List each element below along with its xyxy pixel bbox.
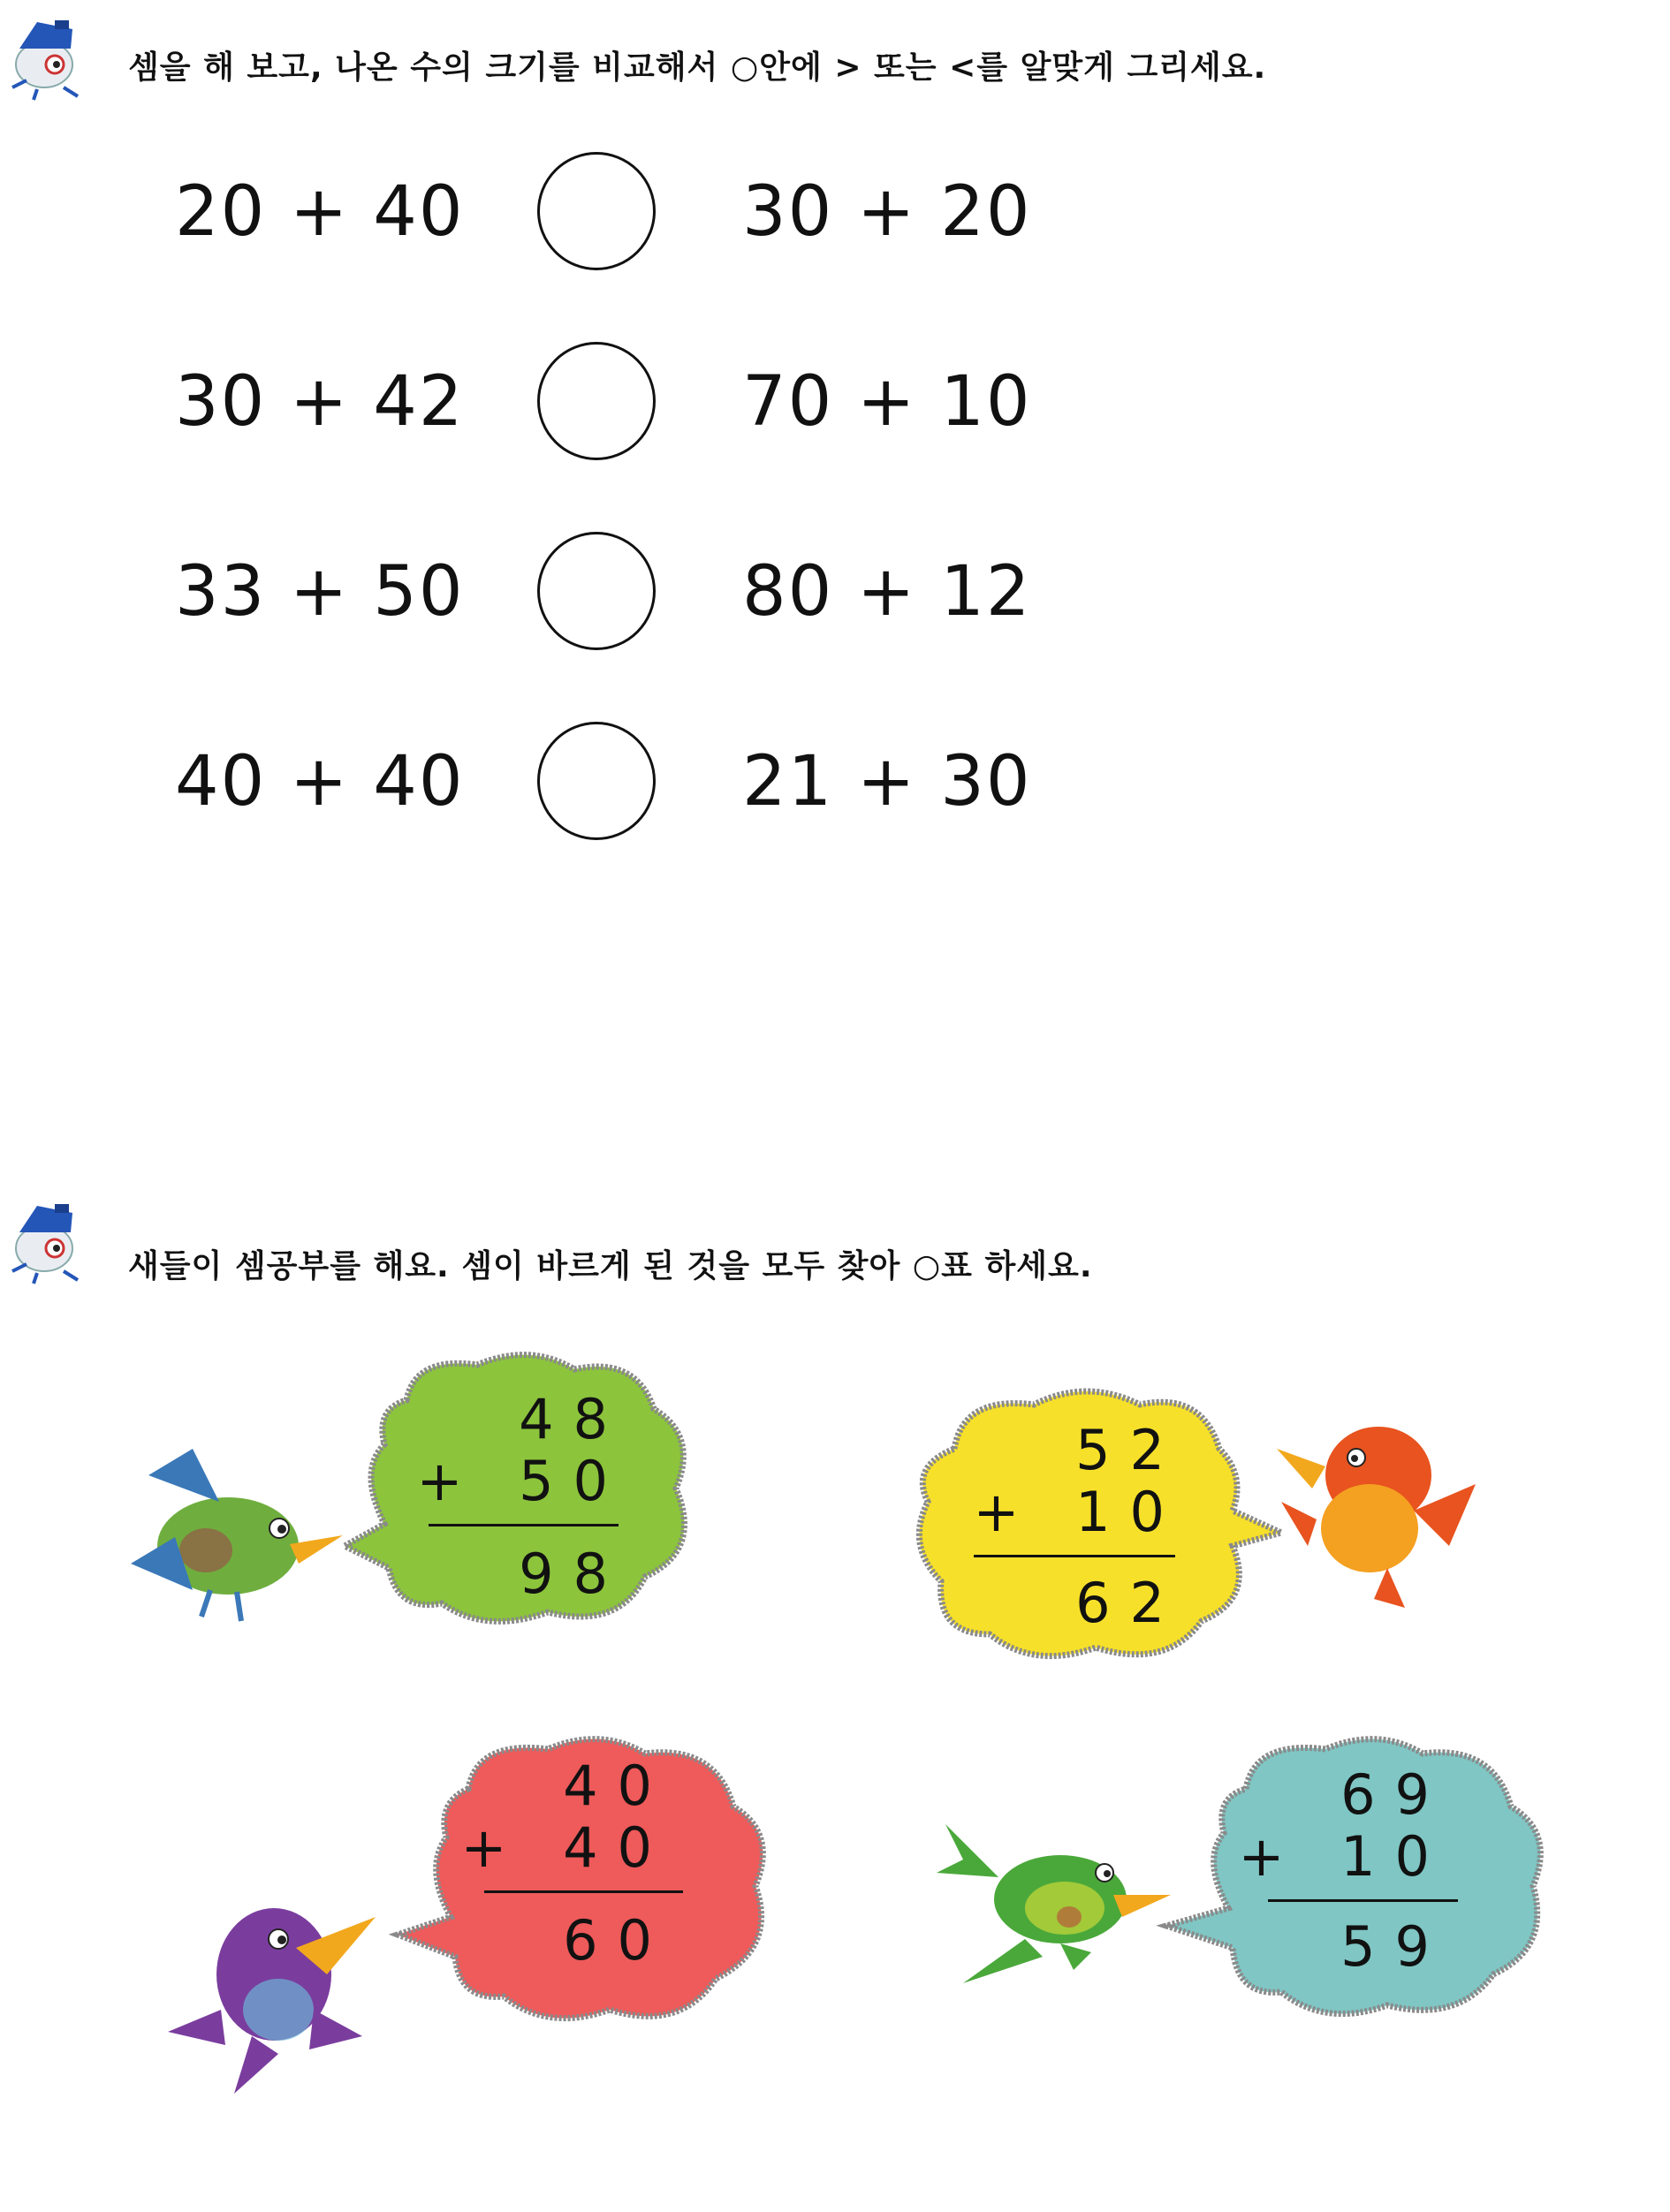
problem-card-4[interactable] <box>1149 1727 1564 2027</box>
expression-left-4: 40 + 40 <box>175 742 465 822</box>
sum-result: 62 <box>1075 1571 1184 1635</box>
answer-circle-1[interactable] <box>537 152 656 270</box>
bird-blue-icon <box>122 1440 352 1638</box>
expression-right-2: 70 + 10 <box>742 362 1032 442</box>
expression-left-3: 33 + 50 <box>175 552 465 632</box>
expression-right-4: 21 + 30 <box>742 742 1032 822</box>
sum-result: 98 <box>519 1542 627 1606</box>
bird-green-icon <box>928 1807 1175 1996</box>
bird-purple-icon <box>163 1877 384 2102</box>
answer-circle-4[interactable] <box>537 722 656 840</box>
sum-line <box>429 1524 619 1526</box>
bird-orange-icon <box>1272 1396 1484 1620</box>
addend-bottom: + 10 <box>973 1480 1184 1544</box>
sum-line <box>484 1890 683 1893</box>
answer-circle-3[interactable] <box>537 532 656 650</box>
expression-left-2: 30 + 42 <box>175 362 465 442</box>
expression-left-1: 20 + 40 <box>175 172 465 252</box>
instruction-2: 새들이 셈공부를 해요. 셈이 바르게 된 것을 모두 찾아 ○표 하세요. <box>128 1248 1093 1284</box>
instruction-1: 셈을 해 보고, 나온 수의 크기를 비교해서 ○안에 > 또는 <를 알맞게 그리세요. <box>128 49 1267 86</box>
mascot-icon <box>2 1197 90 1285</box>
addend-bottom: + 40 <box>460 1815 672 1880</box>
addend-top: 48 <box>519 1387 627 1451</box>
addend-bottom: + 10 <box>1238 1824 1449 1889</box>
sum-line <box>974 1555 1175 1557</box>
sum-result: 60 <box>563 1908 672 1973</box>
answer-circle-2[interactable] <box>537 342 656 460</box>
problem-card-1[interactable] <box>336 1347 707 1639</box>
mascot-icon <box>2 13 90 102</box>
addend-bottom: + 50 <box>416 1449 627 1513</box>
problem-card-3[interactable] <box>380 1727 786 2036</box>
expression-right-3: 80 + 12 <box>742 552 1032 632</box>
addend-top: 40 <box>563 1754 672 1818</box>
sum-result: 59 <box>1340 1914 1449 1979</box>
problem-card-2[interactable] <box>901 1378 1290 1670</box>
expression-right-1: 30 + 20 <box>742 172 1032 252</box>
sum-line <box>1268 1899 1458 1902</box>
addend-top: 52 <box>1075 1418 1184 1482</box>
addend-top: 69 <box>1340 1762 1449 1827</box>
